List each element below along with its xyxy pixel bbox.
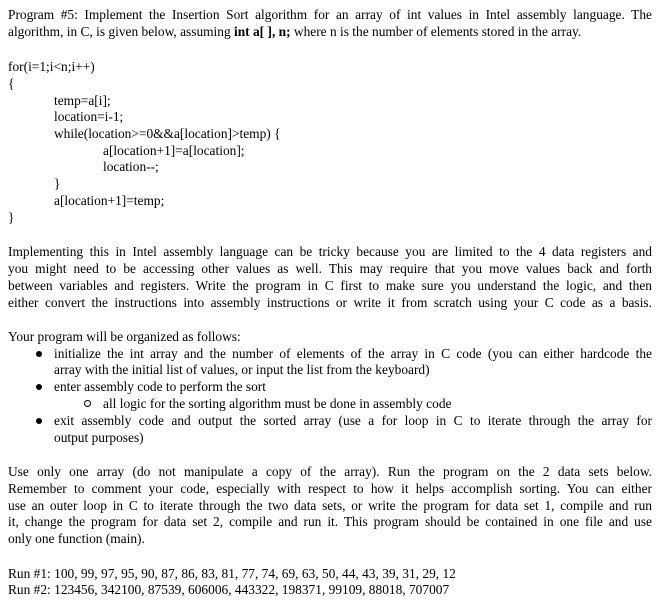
sub-bullet-icon <box>84 400 91 407</box>
run-1-data: Run #1: 100, 99, 97, 95, 90, 87, 86, 83, 81, 77, 74, 69, 63, 50, 44, 43, 39, 31, 29, 12 <box>8 566 456 581</box>
organize-item-1-line-2: array with the initial list of values, or input the list from the keyboard) <box>54 362 430 377</box>
intro-line-2-pre: algorithm, in C, is given below, assuming <box>8 24 235 39</box>
para2-line-2: Remember to comment your code, especially with respect to how it helps accomplish sorting. You can either <box>8 481 652 496</box>
organize-item-2-line-1: enter assembly code to perform the sort <box>54 379 266 394</box>
code-line-while-close: } <box>54 176 61 191</box>
bullet-icon <box>36 351 42 357</box>
para1-line-2: you might need to be accessing other values as well. This may require that you move values back and forth <box>8 261 652 276</box>
run-2-data: Run #2: 123456, 342100, 87539, 606006, 443322, 198371, 99109, 88018, 707007 <box>8 582 450 597</box>
bullet-icon <box>36 418 42 424</box>
intro-line-2 <box>8 24 581 40</box>
code-line-while: while(location>=0&&a[location]>temp) { <box>54 126 281 141</box>
organize-item-3-line-1: exit assembly code and output the sorted array (use a for loop in C to iterate through the array for <box>54 413 652 428</box>
code-line-temp: temp=a[i]; <box>54 93 111 108</box>
para1-line-3: between variables and registers. Write the program in C first to make sure you understand the logic, and then <box>8 278 652 293</box>
code-line-decrement: location--; <box>103 159 159 174</box>
code-line-open-brace: { <box>8 76 15 91</box>
bullet-icon <box>36 384 42 390</box>
para2-line-5: only one function (main). <box>8 531 145 546</box>
code-line-close-brace: } <box>8 210 15 225</box>
para2-line-4: it, change the program for data set 2, compile and run it. This program should be contained in one file and use <box>8 514 652 529</box>
para2-line-3: use an outer loop in C to iterate through the two data sets, or write the program for data set 1, compile and run <box>8 498 652 513</box>
code-line-shift: a[location+1]=a[location]; <box>103 143 245 158</box>
organize-item-3-line-2: output purposes) <box>54 430 144 445</box>
organize-item-2-sub: all logic for the sorting algorithm must be done in assembly code <box>103 396 452 411</box>
para1-line-1: Implementing this in Intel assembly language can be tricky because you are limited to the 4 data registers and <box>8 244 652 259</box>
code-line-for: for(i=1;i<n;i++) <box>8 59 95 74</box>
code-line-assign: a[location+1]=temp; <box>54 193 165 208</box>
intro-line-2-post: where n is the number of elements stored in the array. <box>290 24 582 39</box>
para1-line-4: either convert the instructions into assembly instructions or write it from scratch using your C code as a basis. <box>8 295 652 310</box>
organize-heading: Your program will be organized as follows: <box>8 329 241 344</box>
intro-line-1: Program #5: Implement the Insertion Sort algorithm for an array of int values in Intel assembly language. The <box>8 7 652 22</box>
organize-item-1-line-1: initialize the int array and the number of elements of the array in C code (you can either hardcode the <box>54 346 652 361</box>
intro-line-2-bold: int a[ ], n; <box>234 24 291 39</box>
para2-line-1: Use only one array (do not manipulate a copy of the array). Run the program on the 2 data sets below. <box>8 464 652 479</box>
code-line-location: location=i-1; <box>54 109 124 124</box>
